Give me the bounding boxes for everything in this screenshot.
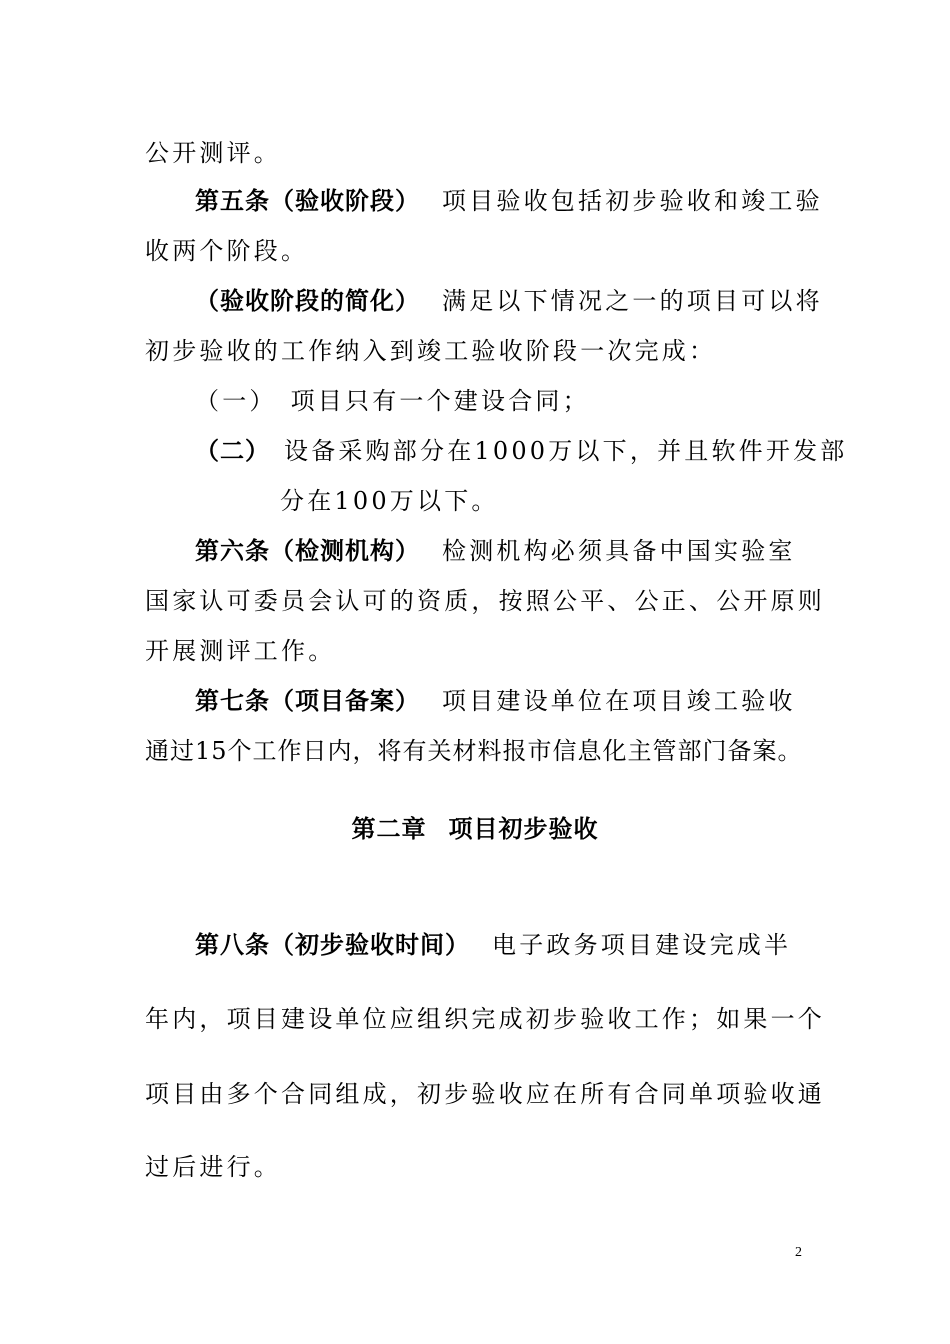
list-item-2: [195, 436, 865, 466]
list-item-text: 项目只有一个建设合同；: [290, 387, 590, 415]
text: 过后进行。: [145, 1153, 281, 1181]
list-item-number: （二）: [195, 437, 270, 465]
simplification-text: 满足以下情况之一的项目可以将: [442, 287, 823, 315]
list-item-text: 设备采购部分在1000万以下，并且软件开发部: [284, 437, 848, 465]
paragraph-line: [145, 236, 815, 266]
chapter-number: 第二章: [351, 815, 427, 843]
article-6-text: 检测机构必须具备中国实验室: [442, 537, 796, 565]
chapter-title: 项目初步验收: [448, 815, 599, 843]
article-6-heading-line: [195, 536, 865, 566]
paragraph-line: [145, 636, 815, 666]
text: 年内，项目建设单位应组织完成初步验收工作；如果一个: [145, 1005, 825, 1033]
paragraph-line: [145, 1004, 825, 1034]
simplification-heading-line: [195, 286, 865, 316]
list-item-2-continuation: [280, 486, 950, 516]
paragraph-line: [145, 1152, 815, 1182]
article-8-title: 第八条（初步验收时间）: [195, 931, 470, 959]
article-7-title: 第七条（项目备案）: [195, 687, 420, 715]
list-item-1: [195, 386, 865, 416]
article-5-text: 项目验收包括初步验收和竣工验: [442, 187, 823, 215]
text: 公开测评。: [145, 139, 281, 167]
article-5-title: 第五条（验收阶段）: [195, 187, 420, 215]
text: 国家认可委员会认可的资质，按照公平、公正、公开原则: [145, 587, 825, 615]
text: 通过15个工作日内，将有关材料报市信息化主管部门备案。: [145, 737, 803, 765]
paragraph-line: [145, 586, 825, 616]
paragraph-line: [145, 736, 815, 766]
text: 分在100万以下。: [280, 487, 499, 515]
article-7-heading-line: [195, 686, 865, 716]
article-5-heading-line: [195, 186, 865, 216]
paragraph-line: [145, 336, 815, 366]
article-7-text: 项目建设单位在项目竣工验收: [442, 687, 796, 715]
text: 项目由多个合同组成，初步验收应在所有合同单项验收通: [145, 1080, 825, 1108]
paragraph-line: [145, 138, 815, 168]
chapter-heading: [0, 814, 950, 844]
page-number: 2: [795, 1245, 802, 1260]
paragraph-line: [145, 1079, 825, 1109]
article-8-heading-line: [195, 930, 865, 960]
text: 收两个阶段。: [145, 237, 309, 265]
article-6-title: 第六条（检测机构）: [195, 537, 420, 565]
text: 开展测评工作。: [145, 637, 336, 665]
text: 初步验收的工作纳入到竣工验收阶段一次完成：: [145, 337, 717, 365]
article-8-text: 电子政务项目建设完成半: [492, 931, 792, 959]
simplification-title: （验收阶段的简化）: [195, 287, 420, 315]
list-item-number: （一）: [195, 387, 277, 415]
